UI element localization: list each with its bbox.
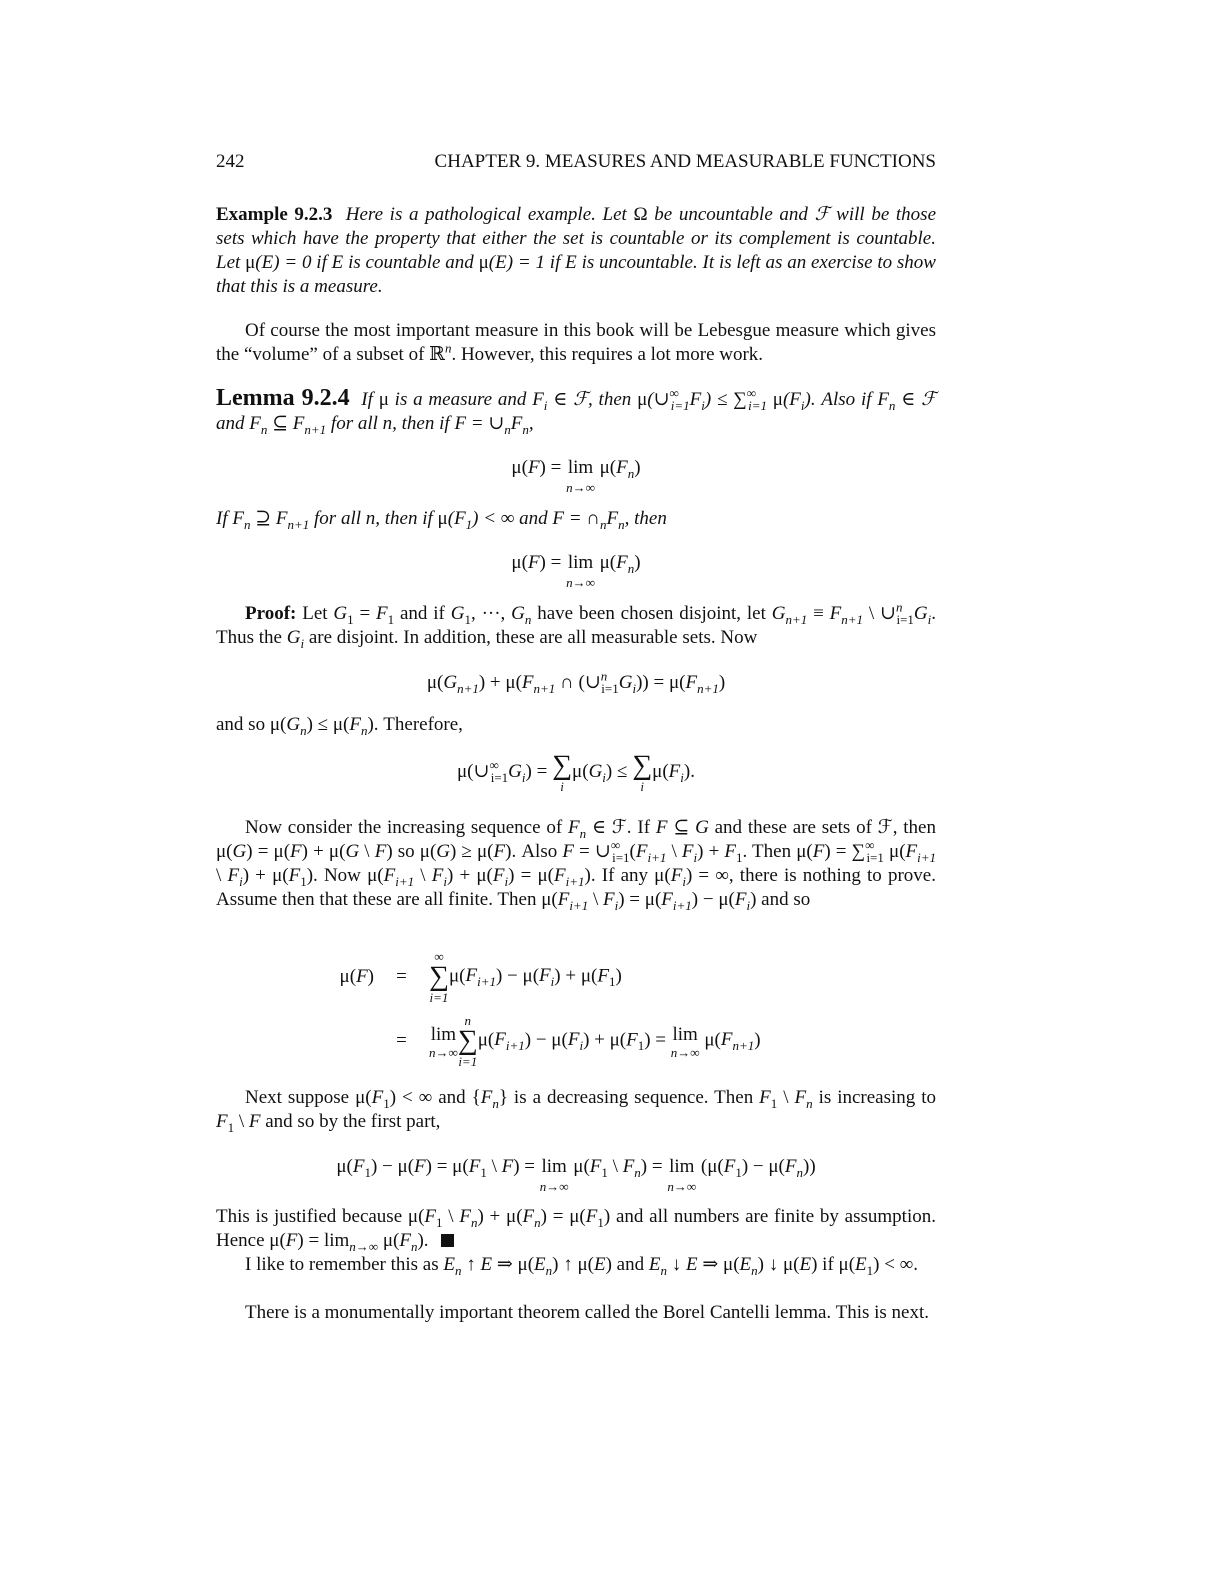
page-number: 242 <box>216 151 245 172</box>
remark-paragraph: I like to remember this as $E_n$ ↑ E ⇒ $\mu(E_n)$ ↑ μ(E) and $E_n$ ↓ E ⇒ $\mu(E_n)$ ↓ μ(E) if $\mu(E_1)$ < ∞. <box>245 1254 918 1278</box>
closing-paragraph: There is a monumentally important theorem called the Borel Cantelli lemma. This is next. <box>245 1302 929 1323</box>
proof-equation-3: $\mu(F_1) - \mu(F) = \mu(F_1$ \ F) = lim n→∞ $\mu(F_1$ \ $F_n) = \lim$ n→∞ $(\mu(F_1) - \mu(F_n))$ <box>336 1156 816 1194</box>
proof-equation-2: $\mu(\cup^\infty_{i=1}G_i)$ = ∑ i $\mu(G_i)$ ≤ ∑ i $\mu(F_i)$. <box>457 750 695 794</box>
lemma-statement-2: If $F_n$ ⊇ $F_{n+1}$ for all n, then if $\mu(F_1)$ < ∞ and $F = \cap_nF_n$, then <box>216 508 667 532</box>
chapter-title: CHAPTER 9. MEASURES AND MEASURABLE FUNCTIONS <box>434 151 936 172</box>
proof-paragraph-3: Now consider the increasing sequence of $F_n$ ∈ ℱ. If F ⊆ G and these are sets of ℱ, then μ(G) = μ(F) + μ(G \ F) so μ(G) ≥ μ(F). Also $F = \cup^\infty_{i=1}(F_{i+1}$ \ $F_i) + F_1$. Then $\mu(F) = \sum^\infty_{i=1}$ $\mu(F_{i+1}$ \ $F_i) + \mu(F_1)$. Now $\mu(F_{i+1}$ \ $F_i) + \mu(F_i) = \mu(F_{i+1})$. If any $\mu(F_i)$ = ∞, there is nothing to prove. Assume then that these are all finite. Then $\mu(F_{i+1}$ \ $F_i) = \mu(F_{i+1}) - \mu(F_i)$ and so <box>216 817 937 913</box>
proof-paragraph-2: and so $\mu(G_n) \le \mu(F_n)$. Therefore, <box>216 714 463 738</box>
page <box>216 0 936 1584</box>
array-row-1: μ(F) = ∞ ∑ i=1 $\mu(F_{i+1}) - \mu(F_i) + \mu(F_1)$ <box>339 949 622 1005</box>
proof-equation-array <box>324 950 761 1068</box>
proof-label: Proof: <box>245 603 297 624</box>
example-text: Here is a pathological example. Let Ω be uncountable and ℱ will be those sets which have the property that either the set is countable or its complement is countable. Let μ(E) = 0 if E is countable and μ(E) = 1 if E is uncountable. It is left as an exercise to show that this is a measure. <box>216 204 937 297</box>
example-label: Example 9.2.3 <box>216 204 333 225</box>
lemma-statement: Lemma 9.2.4 If μ is a measure and $F_i$ ∈ ℱ, then $\mu(\cup^\infty_{i=1}F_i) \le \sum^\infty_{i=1}$ $\mu(F_i)$. Also if $F_n$ ∈ ℱ and $F_n$ ⊆ $F_{n+1}$ for all n, then if $F = \cup_nF_n$, <box>216 385 937 437</box>
proof-paragraph-5: This is justified because $\mu(F_1$ \ $F_n) + \mu(F_n) = \mu(F_1)$ and all numbers are finite by assumption. Hence $\mu(F) = \lim_{n\to\infty} \mu(F_n)$. <box>216 1206 936 1254</box>
proof-paragraph-4: Next suppose $\mu(F_1)$ < ∞ and $\{F_n\}$ is a decreasing sequence. Then $F_1$ \ $F_n$ is increasing to $F_1$ \ F and so by the first part, <box>216 1087 937 1135</box>
qed-square-icon <box>441 1234 454 1247</box>
example-block <box>216 203 936 299</box>
lemma-label: Lemma 9.2.4 <box>216 385 350 411</box>
lemma-equation-1: μ(F) = lim n→∞ $\mu(F_n)$ <box>511 457 641 495</box>
lemma-equation-2: μ(F) = lim n→∞ $\mu(F_n)$ <box>511 552 641 590</box>
running-header <box>216 150 936 174</box>
intro-paragraph: Of course the most important measure in this book will be Lebesgue measure which gives the “volume” of a subset of ℝ$^n$. However, this requires a lot more work. <box>216 320 936 365</box>
proof-paragraph-1: Proof: Let $G_1 = F_1$ and if $G_1$, ···, $G_n$ have been chosen disjoint, let $G_{n+1} \equiv F_{n+1}$ \ $\cup^n_{i=1}G_i$. Thus the $G_i$ are disjoint. In addition, these are all measurable sets. Now <box>216 599 937 651</box>
array-row-2: = lim n→∞ n ∑ i=1 $\mu(F_{i+1}) - \mu(F_i) + \mu(F_1) = \lim$ n→∞ $\mu(F_{n+1})$ <box>396 1013 761 1069</box>
proof-equation-1: $\mu(G_{n+1}) + \mu(F_{n+1}$ ∩ $(\cup^n_{i=1}G_i)) = \mu(F_{n+1})$ <box>426 668 726 696</box>
